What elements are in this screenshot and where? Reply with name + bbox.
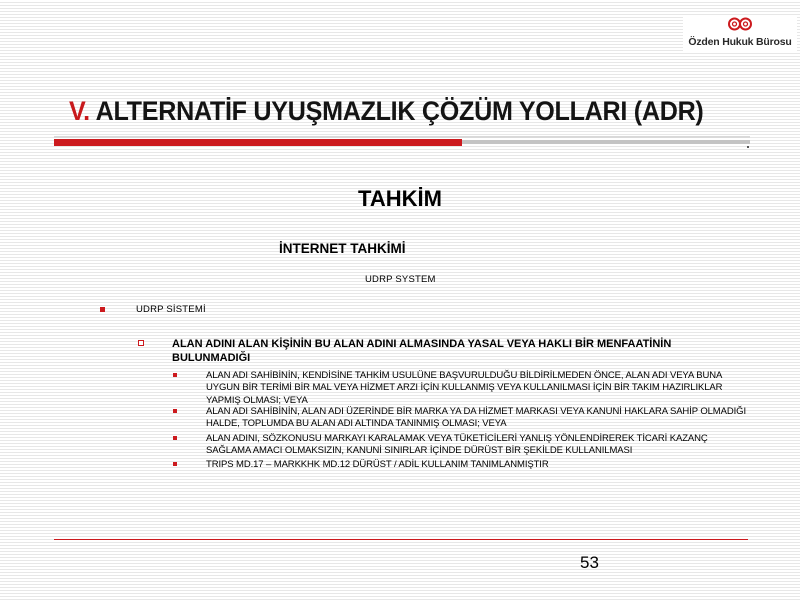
title-number: V. bbox=[69, 96, 90, 126]
bullet-level2-text: ALAN ADINI ALAN KİŞİNİN BU ALAN ADINI ALMASINDA YASAL VEYA HAKLI BİR MENFAATİNİN BULUNMADIĞI bbox=[172, 338, 672, 364]
logo bbox=[683, 16, 797, 52]
square-bullet-icon bbox=[173, 462, 177, 466]
hollow-square-bullet-icon bbox=[138, 340, 144, 346]
bullet-level3-text: ALAN ADI SAHİBİNİN, KENDİSİNE TAHKİM USULÜNE BAŞVURULDUĞU BİLDİRİLMEDEN ÖNCE, ALAN ADI VEYA BUNA UYGUN BİR TERİMİ BİR MAL VEYA HİZMET ARZI İÇİN KULLANMIŞ VEYA KULLANILMASI İÇİN BİR TAKIM HAZIRLIKLAR YAPMIŞ OLMASI; VEYA bbox=[206, 370, 723, 406]
slide-title bbox=[69, 96, 704, 127]
bullet-level3-text: ALAN ADINI, SÖZKONUSU MARKAYI KARALAMAK VEYA TÜKETİCİLERİ YANLIŞ YÖNLENDİREREK TİCARİ KAZANÇ SAĞLAMA AMACI OLMAKSIZIN, KANUNİ SINIRLAR İÇİNDE DÜRÜST BİR ŞEKİLDE KULLANILMASI bbox=[206, 433, 708, 457]
square-bullet-icon bbox=[173, 436, 177, 440]
title-divider-grey bbox=[462, 140, 750, 144]
title-text: ALTERNATİF UYUŞMAZLIK ÇÖZÜM YOLLARI (ADR) bbox=[95, 96, 704, 126]
footer-divider bbox=[54, 539, 748, 540]
bullet-level3-text: ALAN ADI SAHİBİNİN, ALAN ADI ÜZERİNDE BİR MARKA YA DA HİZMET MARKASI VEYA KANUNİ HAKLARA SAHİP OLMADIĞI HALDE, TOPLUMDA BU ALAN ADI ALTINDA TANINMIŞ OLMASI; VEYA bbox=[206, 406, 746, 430]
page-number: 53 bbox=[580, 553, 599, 572]
title-divider-dot bbox=[747, 146, 749, 148]
square-bullet-icon bbox=[173, 373, 177, 377]
section-caption: UDRP SYSTEM bbox=[365, 274, 436, 285]
section-heading: TAHKİM bbox=[358, 186, 442, 211]
title-divider-thin bbox=[54, 136, 750, 138]
square-bullet-icon bbox=[100, 307, 105, 312]
logo-text: Özden Hukuk Bürosu bbox=[688, 36, 792, 48]
double-circle-logo-icon bbox=[727, 17, 753, 31]
title-divider-accent bbox=[54, 139, 462, 146]
section-subheading: İNTERNET TAHKİMİ bbox=[279, 241, 406, 256]
bullet-level3-text: TRIPS MD.17 – MARKKHK MD.12 DÜRÜST / ADİL KULLANIM TANIMLANMIŞTIR bbox=[206, 459, 549, 470]
square-bullet-icon bbox=[173, 409, 177, 413]
bullet-level1-text: UDRP SİSTEMİ bbox=[136, 304, 206, 315]
